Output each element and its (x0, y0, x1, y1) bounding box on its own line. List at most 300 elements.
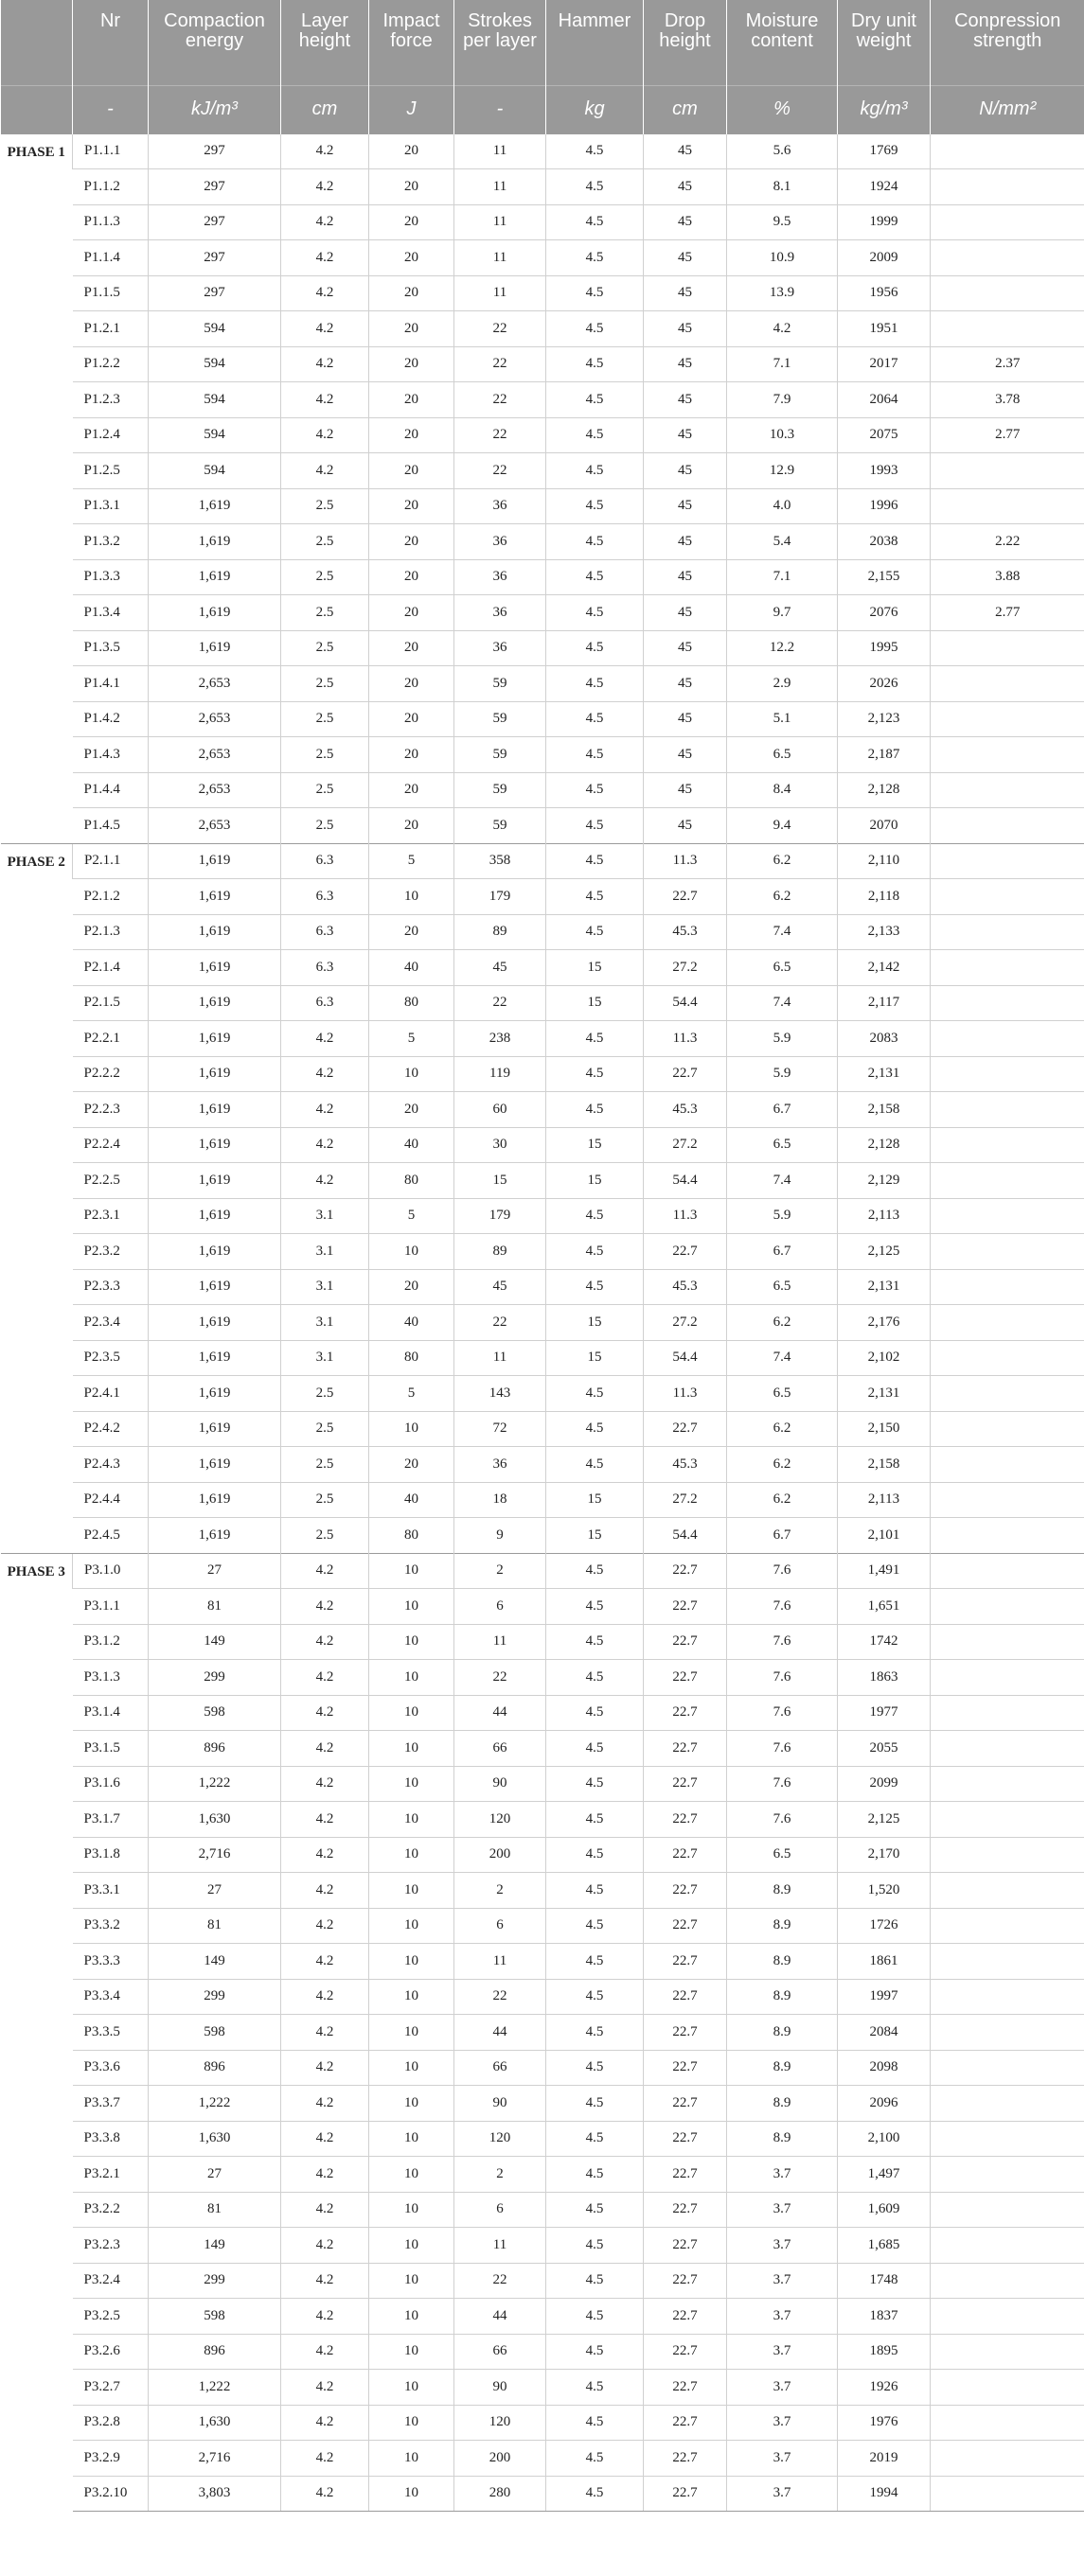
sample-id-cell: P2.4.1 (73, 1376, 149, 1412)
table-cell: 4.5 (546, 240, 644, 276)
table-cell: 22.7 (644, 2157, 727, 2193)
sample-id-cell: P3.2.6 (73, 2334, 149, 2370)
table-cell: 10 (369, 1234, 454, 1270)
table-cell: 598 (149, 1695, 281, 1731)
table-cell: 2.9 (727, 666, 838, 702)
table-cell: 6.5 (727, 1269, 838, 1305)
table-cell: 4.2 (281, 1944, 369, 1980)
sample-id-cell: P3.2.1 (73, 2157, 149, 2193)
table-cell: 36 (454, 524, 546, 560)
table-cell: 20 (369, 417, 454, 453)
table-cell: 22.7 (644, 1731, 727, 1767)
table-cell (931, 2334, 1084, 2370)
table-cell (931, 843, 1084, 879)
table-cell: 4.5 (546, 630, 644, 666)
table-cell: 1926 (838, 2370, 931, 2406)
table-cell: 1976 (838, 2405, 931, 2441)
table-cell: 297 (149, 169, 281, 205)
table-cell: 1,685 (838, 2228, 931, 2264)
table-cell: 4.5 (546, 1695, 644, 1731)
table-cell (931, 1802, 1084, 1838)
table-cell: 10 (369, 2405, 454, 2441)
table-cell: 22.7 (644, 1624, 727, 1660)
table-cell: 11.3 (644, 843, 727, 879)
table-cell: 22.7 (644, 2334, 727, 2370)
table-cell: 2,155 (838, 559, 931, 595)
table-cell: 6.5 (727, 1376, 838, 1412)
table-cell: 10.3 (727, 417, 838, 453)
table-cell: 2,653 (149, 701, 281, 737)
table-cell: 45 (644, 488, 727, 524)
table-cell (931, 2050, 1084, 2086)
table-row (1, 879, 1084, 915)
table-cell: 81 (149, 1908, 281, 1944)
table-cell: 22.7 (644, 1660, 727, 1696)
sample-id-cell: P1.1.1 (73, 133, 149, 169)
table-cell (931, 1127, 1084, 1163)
table-cell: 4.5 (546, 1660, 644, 1696)
table-cell (931, 1305, 1084, 1341)
table-cell: 4.5 (546, 1198, 644, 1234)
table-cell: 18 (454, 1482, 546, 1518)
table-cell: 20 (369, 630, 454, 666)
table-cell: 22.7 (644, 2441, 727, 2477)
table-cell: 4.5 (546, 2015, 644, 2051)
table-cell: 22.7 (644, 1056, 727, 1092)
table-cell: 22.7 (644, 2476, 727, 2512)
table-cell: 6.2 (727, 1482, 838, 1518)
table-cell: 45 (454, 1269, 546, 1305)
table-cell: 10 (369, 1802, 454, 1838)
table-cell: 1,619 (149, 1127, 281, 1163)
table-cell: 6 (454, 1589, 546, 1625)
table-cell: 594 (149, 346, 281, 382)
column-unit: kg (546, 85, 644, 133)
sample-id-cell: P1.1.3 (73, 204, 149, 240)
table-cell: 1,630 (149, 2121, 281, 2157)
table-cell: 2,113 (838, 1198, 931, 1234)
table-cell: 1,619 (149, 630, 281, 666)
table-cell: 4.5 (546, 666, 644, 702)
table-row (1, 808, 1084, 844)
table-cell: 44 (454, 1695, 546, 1731)
table-cell: 20 (369, 204, 454, 240)
table-cell: 4.5 (546, 1411, 644, 1447)
table-cell: 4.5 (546, 1624, 644, 1660)
table-row (1, 346, 1084, 382)
sample-id-cell: P1.4.1 (73, 666, 149, 702)
table-cell: 22.7 (644, 2405, 727, 2441)
table-cell: 7.4 (727, 985, 838, 1021)
table-cell: 4.5 (546, 1944, 644, 1980)
table-cell: 1,619 (149, 1411, 281, 1447)
table-cell: 1,619 (149, 1198, 281, 1234)
table-cell: 6.2 (727, 1411, 838, 1447)
table-cell: 2,113 (838, 1482, 931, 1518)
column-header: Dry unit weight (838, 0, 931, 85)
table-cell: 22 (454, 2263, 546, 2299)
column-header: Layer height (281, 0, 369, 85)
table-cell: 4.5 (546, 843, 644, 879)
table-cell: 22.7 (644, 2086, 727, 2122)
table-cell: 22 (454, 311, 546, 347)
table-cell: 6.3 (281, 985, 369, 1021)
table-cell: 1,222 (149, 1766, 281, 1802)
table-cell: 4.5 (546, 879, 644, 915)
table-cell: 4.2 (281, 240, 369, 276)
table-cell: 4.5 (546, 169, 644, 205)
table-cell: 7.6 (727, 1695, 838, 1731)
table-cell: 1,651 (838, 1589, 931, 1625)
sample-id-cell: P1.4.5 (73, 808, 149, 844)
header-phase-blank (1, 0, 73, 85)
table-cell (931, 1056, 1084, 1092)
table-cell: 7.1 (727, 559, 838, 595)
table-cell: 3,803 (149, 2476, 281, 2512)
table-cell: 20 (369, 346, 454, 382)
table-cell (931, 737, 1084, 773)
phase-label: PHASE 1 (1, 133, 73, 843)
table-cell: 22 (454, 453, 546, 489)
table-cell: 4.5 (546, 1837, 644, 1873)
table-row (1, 1411, 1084, 1447)
table-cell: 1726 (838, 1908, 931, 1944)
sample-id-cell: P3.1.8 (73, 1837, 149, 1873)
table-row (1, 133, 1084, 169)
table-cell: 44 (454, 2015, 546, 2051)
table-cell: 11.3 (644, 1198, 727, 1234)
sample-id-cell: P1.2.4 (73, 417, 149, 453)
table-cell: 2,101 (838, 1518, 931, 1554)
sample-id-cell: P2.3.5 (73, 1340, 149, 1376)
table-row (1, 1482, 1084, 1518)
sample-id-cell: P3.1.4 (73, 1695, 149, 1731)
table-cell: 15 (546, 1127, 644, 1163)
table-cell: 10 (369, 1056, 454, 1092)
table-cell: 22.7 (644, 1979, 727, 2015)
table-cell: 4.2 (281, 169, 369, 205)
table-cell: 15 (546, 1340, 644, 1376)
table-cell: 4.2 (281, 1908, 369, 1944)
table-cell: 2.5 (281, 1482, 369, 1518)
table-cell: 2099 (838, 1766, 931, 1802)
table-cell: 20 (369, 772, 454, 808)
table-cell: 6.2 (727, 843, 838, 879)
table-cell: 1993 (838, 453, 931, 489)
table-cell (931, 1695, 1084, 1731)
table-cell: 3.7 (727, 2405, 838, 2441)
table-cell: 45 (644, 808, 727, 844)
table-cell (931, 630, 1084, 666)
table-cell: 5.9 (727, 1198, 838, 1234)
table-cell: 4.2 (281, 2441, 369, 2477)
sample-id-cell: P3.3.8 (73, 2121, 149, 2157)
table-cell: 2.5 (281, 666, 369, 702)
column-header: Nr (73, 0, 149, 85)
sample-id-cell: P2.1.2 (73, 879, 149, 915)
table-cell (931, 808, 1084, 844)
table-cell: 4.2 (281, 1731, 369, 1767)
table-cell: 30 (454, 1127, 546, 1163)
table-cell: 20 (369, 1092, 454, 1128)
sample-id-cell: P1.3.1 (73, 488, 149, 524)
table-cell: 4.2 (281, 1056, 369, 1092)
table-row (1, 2405, 1084, 2441)
table-row (1, 1127, 1084, 1163)
phase-group (1, 1553, 1084, 2512)
table-cell: 45 (644, 169, 727, 205)
table-cell: 80 (369, 985, 454, 1021)
table-cell: 6 (454, 2192, 546, 2228)
table-cell: 179 (454, 879, 546, 915)
table-cell: 9.5 (727, 204, 838, 240)
table-cell: 11.3 (644, 1021, 727, 1057)
table-cell: 6.2 (727, 879, 838, 915)
table-cell: 45 (644, 524, 727, 560)
table-cell: 40 (369, 950, 454, 986)
sample-id-cell: P1.3.3 (73, 559, 149, 595)
table-cell (931, 914, 1084, 950)
table-cell: 297 (149, 275, 281, 311)
table-cell: 4.2 (281, 311, 369, 347)
table-cell: 4.5 (546, 488, 644, 524)
table-cell: 358 (454, 843, 546, 879)
table-cell: 22.7 (644, 2192, 727, 2228)
table-cell: 2,176 (838, 1305, 931, 1341)
table-cell: 15 (546, 1482, 644, 1518)
table-cell (931, 1092, 1084, 1128)
table-cell (931, 1198, 1084, 1234)
table-cell: 149 (149, 1624, 281, 1660)
table-row (1, 2370, 1084, 2406)
table-cell: 4.5 (546, 2050, 644, 2086)
table-cell: 20 (369, 311, 454, 347)
table-cell (931, 1376, 1084, 1412)
table-cell: 1,619 (149, 559, 281, 595)
table-row (1, 1163, 1084, 1199)
table-row (1, 204, 1084, 240)
column-header: Impact force (369, 0, 454, 85)
table-cell: 2076 (838, 595, 931, 631)
table-cell: 44 (454, 2299, 546, 2335)
table-cell: 20 (369, 666, 454, 702)
table-cell: 15 (546, 1305, 644, 1341)
table-cell: 4.5 (546, 524, 644, 560)
table-cell: 20 (369, 914, 454, 950)
table-cell: 2,125 (838, 1802, 931, 1838)
table-cell: 20 (369, 1269, 454, 1305)
sample-id-cell: P1.2.3 (73, 382, 149, 418)
table-cell: 8.1 (727, 169, 838, 205)
column-header: Moisture content (727, 0, 838, 85)
table-cell (931, 2263, 1084, 2299)
sample-id-cell: P2.1.3 (73, 914, 149, 950)
table-cell: 299 (149, 2263, 281, 2299)
table-row (1, 1660, 1084, 1696)
table-cell (931, 1660, 1084, 1696)
table-cell: 1,619 (149, 1234, 281, 1270)
table-row (1, 1447, 1084, 1483)
table-cell: 4.2 (281, 382, 369, 418)
table-cell: 45 (644, 133, 727, 169)
sample-id-cell: P2.4.4 (73, 1482, 149, 1518)
table-cell: 4.2 (281, 1624, 369, 1660)
table-cell: 4.5 (546, 1873, 644, 1909)
table-row (1, 2263, 1084, 2299)
table-cell: 20 (369, 275, 454, 311)
table-cell: 2.5 (281, 1447, 369, 1483)
table-cell: 11 (454, 1340, 546, 1376)
table-cell: 1951 (838, 311, 931, 347)
table-cell: 3.7 (727, 2192, 838, 2228)
table-cell: 8.9 (727, 1908, 838, 1944)
table-cell: 22.7 (644, 1553, 727, 1589)
table-cell: 4.2 (281, 1127, 369, 1163)
table-cell: 3.7 (727, 2263, 838, 2299)
sample-id-cell: P3.2.5 (73, 2299, 149, 2335)
table-cell: 27.2 (644, 1127, 727, 1163)
table-cell: 2 (454, 2157, 546, 2193)
table-cell: 7.6 (727, 1624, 838, 1660)
table-cell: 1,619 (149, 595, 281, 631)
table-row (1, 524, 1084, 560)
table-row (1, 1234, 1084, 1270)
table-cell: 45.3 (644, 914, 727, 950)
table-row (1, 1021, 1084, 1057)
table-cell: 4.2 (281, 2228, 369, 2264)
table-cell: 4.5 (546, 2157, 644, 2193)
table-cell: 7.6 (727, 1589, 838, 1625)
table-cell: 2 (454, 1553, 546, 1589)
table-cell: 4.5 (546, 2370, 644, 2406)
table-row (1, 595, 1084, 631)
table-cell: 4.5 (546, 2263, 644, 2299)
table-cell: 2,128 (838, 1127, 931, 1163)
table-cell: 59 (454, 666, 546, 702)
table-cell: 2084 (838, 2015, 931, 2051)
table-cell: 10 (369, 2299, 454, 2335)
table-cell: 20 (369, 382, 454, 418)
table-cell: 11 (454, 169, 546, 205)
sample-id-cell: P3.1.6 (73, 1766, 149, 1802)
table-cell: 1956 (838, 275, 931, 311)
table-cell: 15 (454, 1163, 546, 1199)
table-row (1, 1837, 1084, 1873)
table-cell: 89 (454, 1234, 546, 1270)
sample-id-cell: P2.3.2 (73, 1234, 149, 1270)
table-cell: 4.2 (281, 1766, 369, 1802)
table-cell: 22.7 (644, 879, 727, 915)
header-units-row (1, 85, 1084, 133)
table-cell: 45 (644, 701, 727, 737)
table-cell: 5.6 (727, 133, 838, 169)
table-header (1, 0, 1084, 133)
table-cell: 4.5 (546, 1056, 644, 1092)
table-cell: 6.7 (727, 1518, 838, 1554)
table-row (1, 1589, 1084, 1625)
table-row (1, 1305, 1084, 1341)
table-cell (931, 1163, 1084, 1199)
table-cell (931, 1979, 1084, 2015)
table-row (1, 2050, 1084, 2086)
table-cell: 10 (369, 1411, 454, 1447)
table-cell: 3.88 (931, 559, 1084, 595)
table-cell: 2083 (838, 1021, 931, 1057)
table-cell: 3.7 (727, 2370, 838, 2406)
table-cell: 22 (454, 346, 546, 382)
table-cell: 4.2 (281, 1163, 369, 1199)
table-cell: 8.9 (727, 2015, 838, 2051)
table-cell: 2,118 (838, 879, 931, 915)
table-row (1, 2015, 1084, 2051)
table-cell (931, 1518, 1084, 1554)
table-cell: 4.5 (546, 808, 644, 844)
sample-id-cell: P1.2.1 (73, 311, 149, 347)
table-cell: 2055 (838, 1731, 931, 1767)
sample-id-cell: P3.3.7 (73, 2086, 149, 2122)
table-cell: 4.2 (281, 1873, 369, 1909)
table-cell: 20 (369, 595, 454, 631)
table-cell: 149 (149, 1944, 281, 1980)
table-cell: 2070 (838, 808, 931, 844)
table-cell: 7.6 (727, 1802, 838, 1838)
phase-label: PHASE 3 (1, 1553, 73, 2512)
table-cell: 27 (149, 1873, 281, 1909)
table-cell (931, 1837, 1084, 1873)
table-cell: 1,619 (149, 950, 281, 986)
table-cell: 4.5 (546, 1979, 644, 2015)
table-cell (931, 1731, 1084, 1767)
table-cell: 1,619 (149, 1056, 281, 1092)
table-cell: 2,716 (149, 2441, 281, 2477)
table-row (1, 772, 1084, 808)
table-cell: 2,653 (149, 808, 281, 844)
table-cell: 22.7 (644, 1234, 727, 1270)
table-cell: 1996 (838, 488, 931, 524)
table-row (1, 737, 1084, 773)
table-cell: 3.1 (281, 1234, 369, 1270)
table-cell: 22.7 (644, 1873, 727, 1909)
table-row (1, 1695, 1084, 1731)
table-cell (931, 1340, 1084, 1376)
table-cell: 45 (644, 559, 727, 595)
table-cell: 1,497 (838, 2157, 931, 2193)
sample-id-cell: P3.2.9 (73, 2441, 149, 2477)
table-cell: 11 (454, 133, 546, 169)
table-cell: 6.5 (727, 1127, 838, 1163)
sample-id-cell: P3.3.1 (73, 1873, 149, 1909)
table-cell: 4.2 (281, 2050, 369, 2086)
sample-id-cell: P3.2.7 (73, 2370, 149, 2406)
table-cell: 45 (644, 666, 727, 702)
table-cell: 90 (454, 2086, 546, 2122)
table-cell: 4.0 (727, 488, 838, 524)
table-cell (931, 1873, 1084, 1909)
table-cell: 4.2 (281, 453, 369, 489)
table-cell: 896 (149, 1731, 281, 1767)
table-cell: 20 (369, 808, 454, 844)
table-cell: 22.7 (644, 2050, 727, 2086)
table-cell: 299 (149, 1660, 281, 1696)
table-cell: 4.5 (546, 204, 644, 240)
table-cell: 3.78 (931, 382, 1084, 418)
table-cell: 36 (454, 595, 546, 631)
table-cell: 4.5 (546, 1589, 644, 1625)
sample-id-cell: P1.3.5 (73, 630, 149, 666)
table-cell: 2,170 (838, 1837, 931, 1873)
table-cell: 1748 (838, 2263, 931, 2299)
table-row (1, 2299, 1084, 2335)
